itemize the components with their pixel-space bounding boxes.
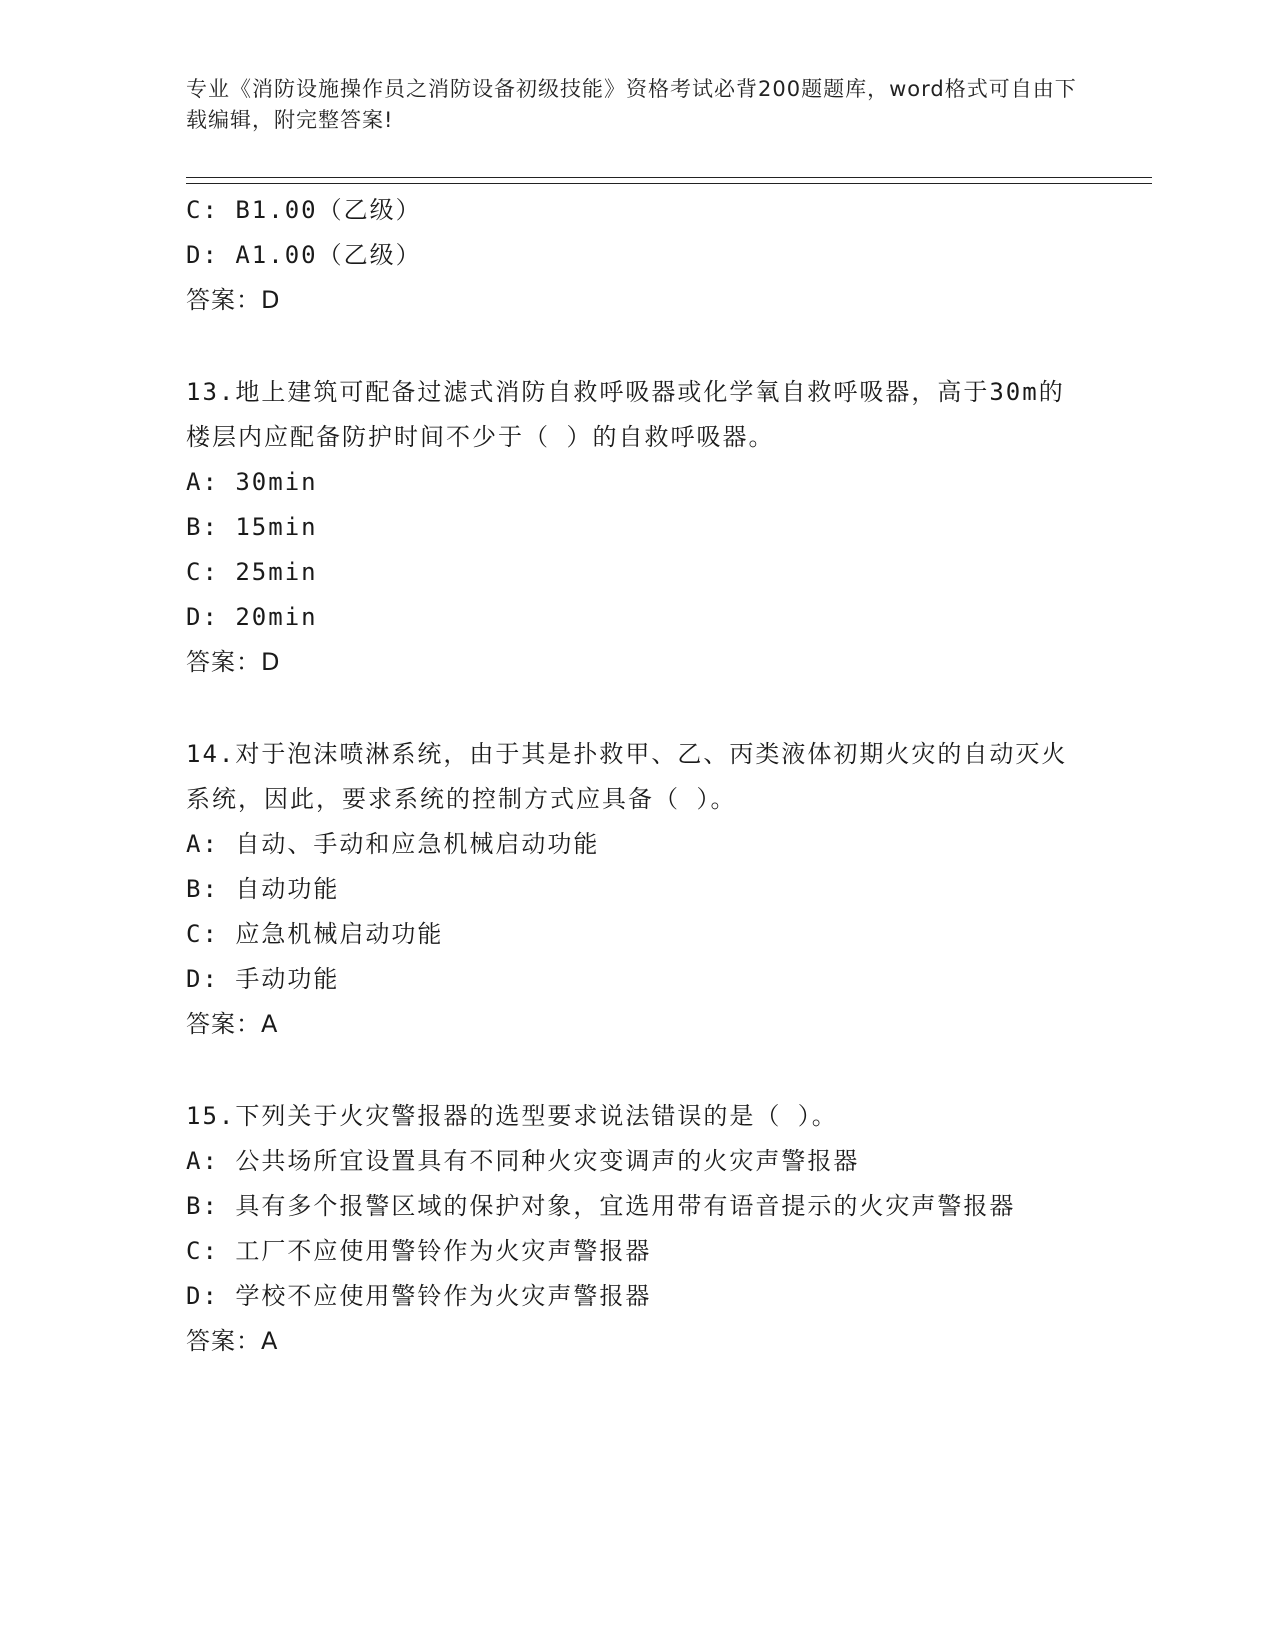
header-divider	[186, 177, 1152, 184]
option-c: C: 25min	[186, 558, 318, 586]
question-14	[186, 732, 1086, 1047]
option-b: B: 具有多个报警区域的保护对象，宜选用带有语音提示的火灾声警报器	[186, 1192, 1016, 1220]
option-c: C: 工厂不应使用警铃作为火灾声警报器	[186, 1237, 652, 1265]
document-title: 专业《消防设施操作员之消防设备初级技能》资格考试必背200题题库，word格式可自由下载编辑，附完整答案!	[186, 77, 1077, 132]
spacer	[186, 1047, 1086, 1094]
option-c: C: B1.00（乙级）	[186, 196, 422, 224]
option-a: A: 30min	[186, 468, 318, 496]
question-content	[186, 188, 1086, 1364]
question-13	[186, 370, 1086, 685]
option-d: D: 20min	[186, 603, 318, 631]
answer-line: 答案：D	[186, 286, 281, 314]
option-a: A: 公共场所宜设置具有不同种火灾变调声的火灾声警报器	[186, 1147, 860, 1175]
option-c: C: 应急机械启动功能	[186, 920, 444, 948]
answer-line: 答案：A	[186, 1010, 279, 1038]
option-d: D: A1.00（乙级）	[186, 241, 422, 269]
question-stem: 15.下列关于火灾警报器的选型要求说法错误的是（ ）。	[186, 1102, 838, 1130]
question-stem: 13.地上建筑可配备过滤式消防自救呼吸器或化学氧自救呼吸器，高于30m的楼层内应配备防护时间不少于（ ）的自救呼吸器。	[186, 378, 1065, 451]
option-d: D: 手动功能	[186, 965, 340, 993]
document-header	[186, 74, 1086, 136]
answer-line: 答案：D	[186, 648, 281, 676]
option-b: B: 自动功能	[186, 875, 340, 903]
carryover-block	[186, 188, 1086, 323]
option-a: A: 自动、手动和应急机械启动功能	[186, 830, 600, 858]
option-d: D: 学校不应使用警铃作为火灾声警报器	[186, 1282, 652, 1310]
question-stem: 14.对于泡沫喷淋系统，由于其是扑救甲、乙、丙类液体初期火灾的自动灭火系统，因此，要求系统的控制方式应具备（ ）。	[186, 740, 1068, 813]
option-b: B: 15min	[186, 513, 318, 541]
answer-line: 答案：A	[186, 1327, 279, 1355]
question-15	[186, 1094, 1086, 1364]
spacer	[186, 685, 1086, 732]
spacer	[186, 323, 1086, 370]
